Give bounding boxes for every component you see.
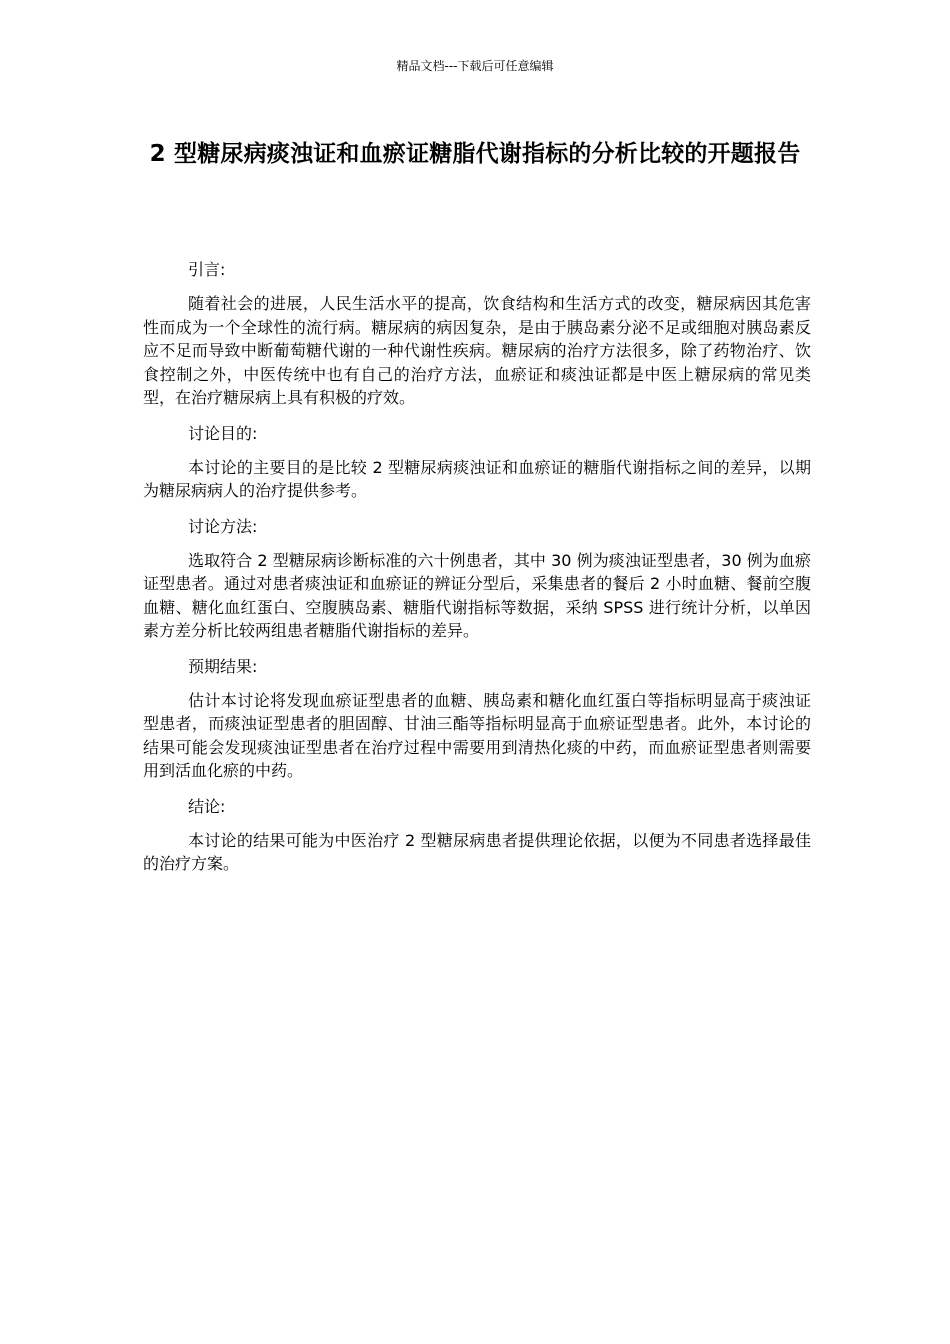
header-note: 精品文档---下载后可任意编辑 <box>396 59 554 73</box>
section-heading-method: 讨论方法: <box>188 516 258 536</box>
section-paragraph-purpose: 本讨论的主要目的是比较 2 型糖尿病痰浊证和血瘀证的糖脂代谢指标之间的差异，以期为糖尿病病人的治疗提供参考。 <box>143 457 811 500</box>
section-heading-introduction: 引言: <box>188 260 226 279</box>
section-paragraph-introduction: 随着社会的进展，人民生活水平的提高，饮食结构和生活方式的改变，糖尿病因其危害性而成为一个全球性的流行病。糖尿病的病因复杂，是由于胰岛素分泌不足或细胞对胰岛素反应不足而导致中断葡萄糖代谢的一种代谢性疾病。糖尿病的治疗方法很多，除了药物治疗、饮食控制之外，中医传统中也有自己的治疗方法，血瘀证和痰浊证都是中医上糖尿病的常见类型，在治疗糖尿病上具有积极的疗效。 <box>143 294 811 407</box>
section-paragraph-expected-results: 估计本讨论将发现血瘀证型患者的血糖、胰岛素和糖化血红蛋白等指标明显高于痰浊证型患者，而痰浊证型患者的胆固醇、甘油三酯等指标明显高于血瘀证型患者。此外，本讨论的结果可能会发现痰浊证型患者在治疗过程中需要用到清热化痰的中药，而血瘀证型患者则需要用到活血化瘀的中药。 <box>143 690 811 780</box>
section-paragraph-conclusion: 本讨论的结果可能为中医治疗 2 型糖尿病患者提供理论依据，以便为不同患者选择最佳的治疗方案。 <box>143 830 811 873</box>
section-heading-expected-results: 预期结果: <box>188 656 258 676</box>
document-body <box>143 258 811 888</box>
section-heading-conclusion: 结论: <box>188 796 226 816</box>
document-title: 2 型糖尿病痰浊证和血瘀证糖脂代谢指标的分析比较的开题报告 <box>149 141 801 167</box>
section-heading-purpose: 讨论目的: <box>188 423 258 443</box>
section-paragraph-method: 选取符合 2 型糖尿病诊断标准的六十例患者，其中 30 例为痰浊证型患者，30 例为血瘀证型患者。通过对患者痰浊证和血瘀证的辨证分型后，采集患者的餐后 2 小时血糖、餐前空腹血糖、糖化血红蛋白、空腹胰岛素、糖脂代谢指标等数据，采纳 SPSS 进行统计分析，以单因素方差分析比较两组患者糖脂代谢指标的差异。 <box>143 550 811 640</box>
